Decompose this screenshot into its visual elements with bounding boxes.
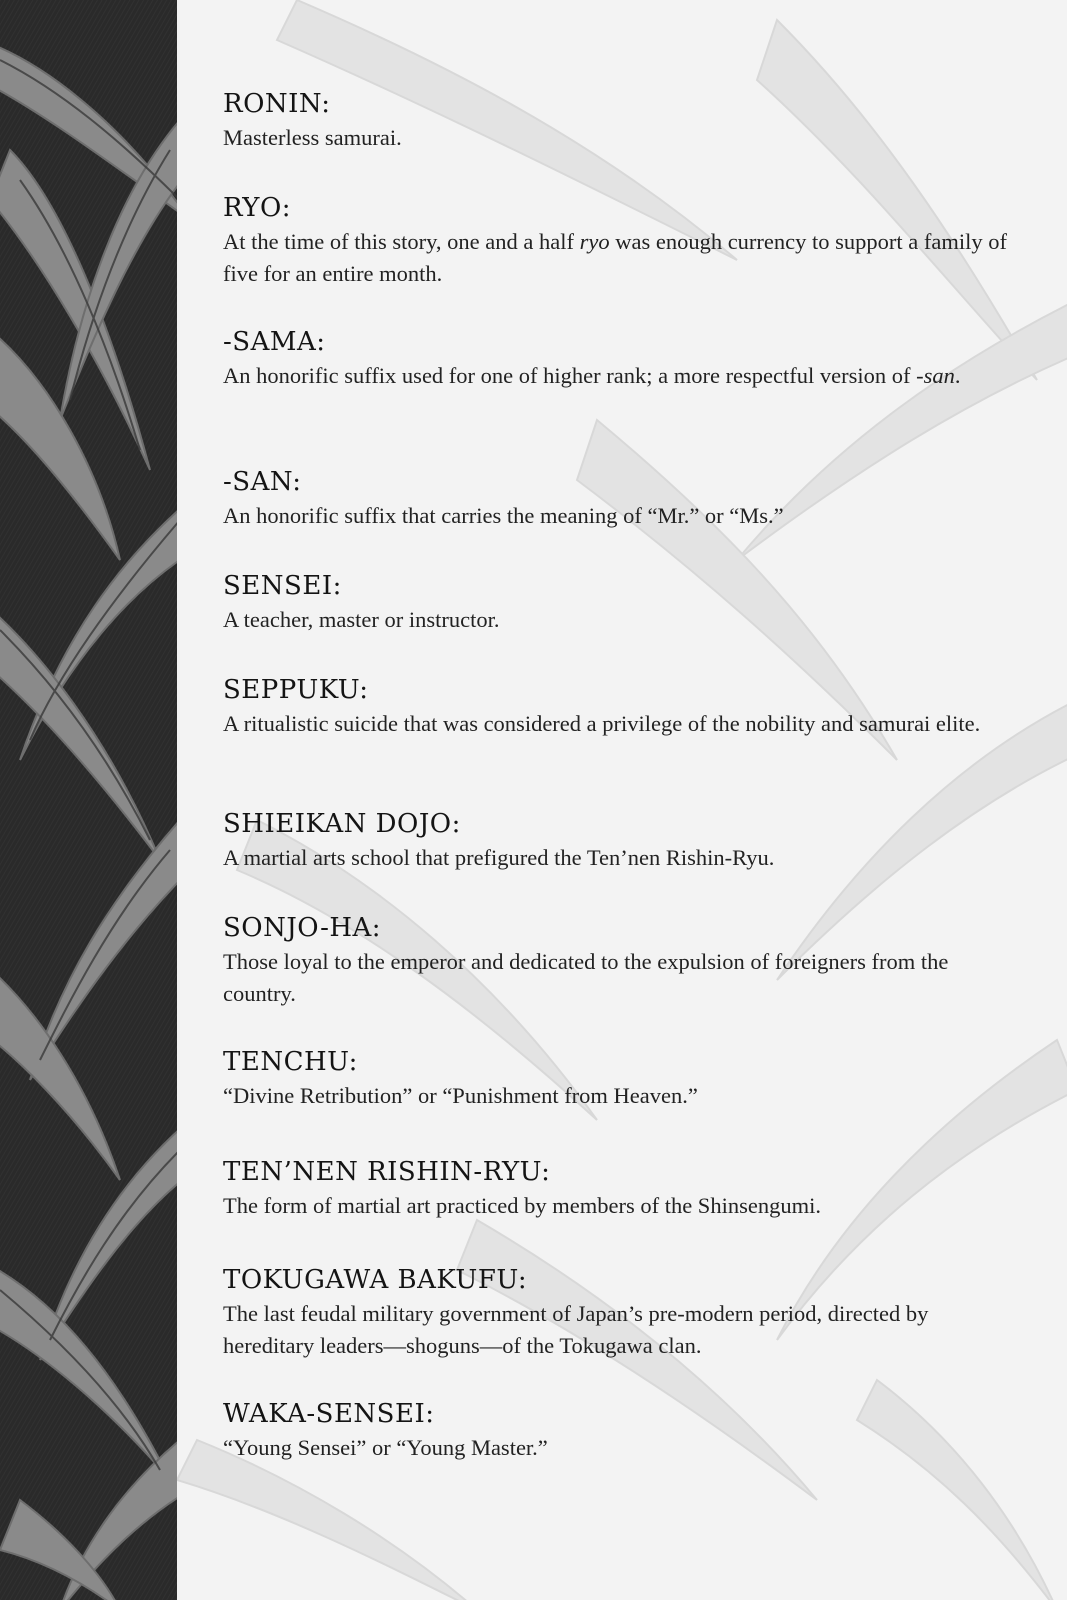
glossary-entry-sonjo-ha	[223, 912, 1013, 1010]
glossary-definition	[223, 360, 1013, 392]
glossary-term: -SAMA:	[223, 327, 326, 357]
glossary-term: RYO:	[223, 193, 292, 223]
glossary-entry-tennen-rishin-ryu	[223, 1156, 1013, 1222]
definition-text: At the time of this story, one and a half	[223, 229, 580, 254]
glossary-definition: Those loyal to the emperor and dedicated to the expulsion of foreigners from the country.	[223, 949, 949, 1006]
glossary-entry-tenchu	[223, 1046, 1013, 1112]
glossary-entry-ryo	[223, 192, 1013, 290]
glossary-entry-shieikan-dojo	[223, 808, 1013, 874]
glossary-definition: The form of martial art practiced by members of the Shinsengumi.	[223, 1193, 821, 1218]
glossary-definition: “Divine Retribution” or “Punishment from Heaven.”	[223, 1083, 698, 1108]
bamboo-leaf-band	[0, 0, 177, 1600]
glossary-definition: An honorific suffix that carries the meaning of “Mr.” or “Ms.”	[223, 503, 784, 528]
definition-italic-term: -san	[916, 363, 955, 388]
glossary-definition: A ritualistic suicide that was considered a privilege of the nobility and samurai elite.	[223, 711, 981, 736]
glossary-entry-waka-sensei	[223, 1398, 1013, 1464]
glossary-term: SENSEI:	[223, 571, 342, 601]
glossary-definition: The last feudal military government of Japan’s pre-modern period, directed by hereditary leaders—shoguns—of the Tokugawa clan.	[223, 1301, 929, 1358]
glossary-definition: A teacher, master or instructor.	[223, 607, 500, 632]
glossary-entry-san	[223, 466, 1013, 532]
glossary-term: TEN’NEN RISHIN-RYU:	[223, 1157, 551, 1187]
definition-text: An honorific suffix used for one of higher rank; a more respectful version of	[223, 363, 917, 388]
glossary-term: WAKA-SENSEI:	[223, 1399, 435, 1429]
glossary-term: TENCHU:	[223, 1047, 358, 1077]
glossary-entry-ronin	[223, 88, 1013, 154]
glossary-definition: “Young Sensei” or “Young Master.”	[223, 1435, 548, 1460]
glossary-term: RONIN:	[223, 89, 331, 119]
definition-text: was enough currency to support a family of five for an entire month.	[223, 229, 1007, 286]
glossary-definition: A martial arts school that prefigured the Ten’nen Rishin-Ryu.	[223, 845, 775, 870]
glossary-entry-sama	[223, 326, 1013, 392]
glossary-term: SEPPUKU:	[223, 675, 369, 705]
glossary-definition: Masterless samurai.	[223, 125, 402, 150]
glossary-entry-sensei	[223, 570, 1013, 636]
glossary-term: SONJO-HA:	[223, 913, 382, 943]
bamboo-leaf-pattern	[0, 0, 177, 1600]
definition-text: .	[954, 363, 961, 388]
glossary-entry-seppuku	[223, 674, 1013, 740]
definition-italic-term: ryo	[579, 229, 610, 254]
glossary-entry-tokugawa-bakufu	[223, 1264, 1013, 1362]
glossary-definition	[223, 226, 1013, 290]
glossary-term: TOKUGAWA BAKUFU:	[223, 1265, 528, 1295]
glossary-term: SHIEIKAN DOJO:	[223, 809, 461, 839]
glossary-term: -SAN:	[223, 467, 302, 497]
